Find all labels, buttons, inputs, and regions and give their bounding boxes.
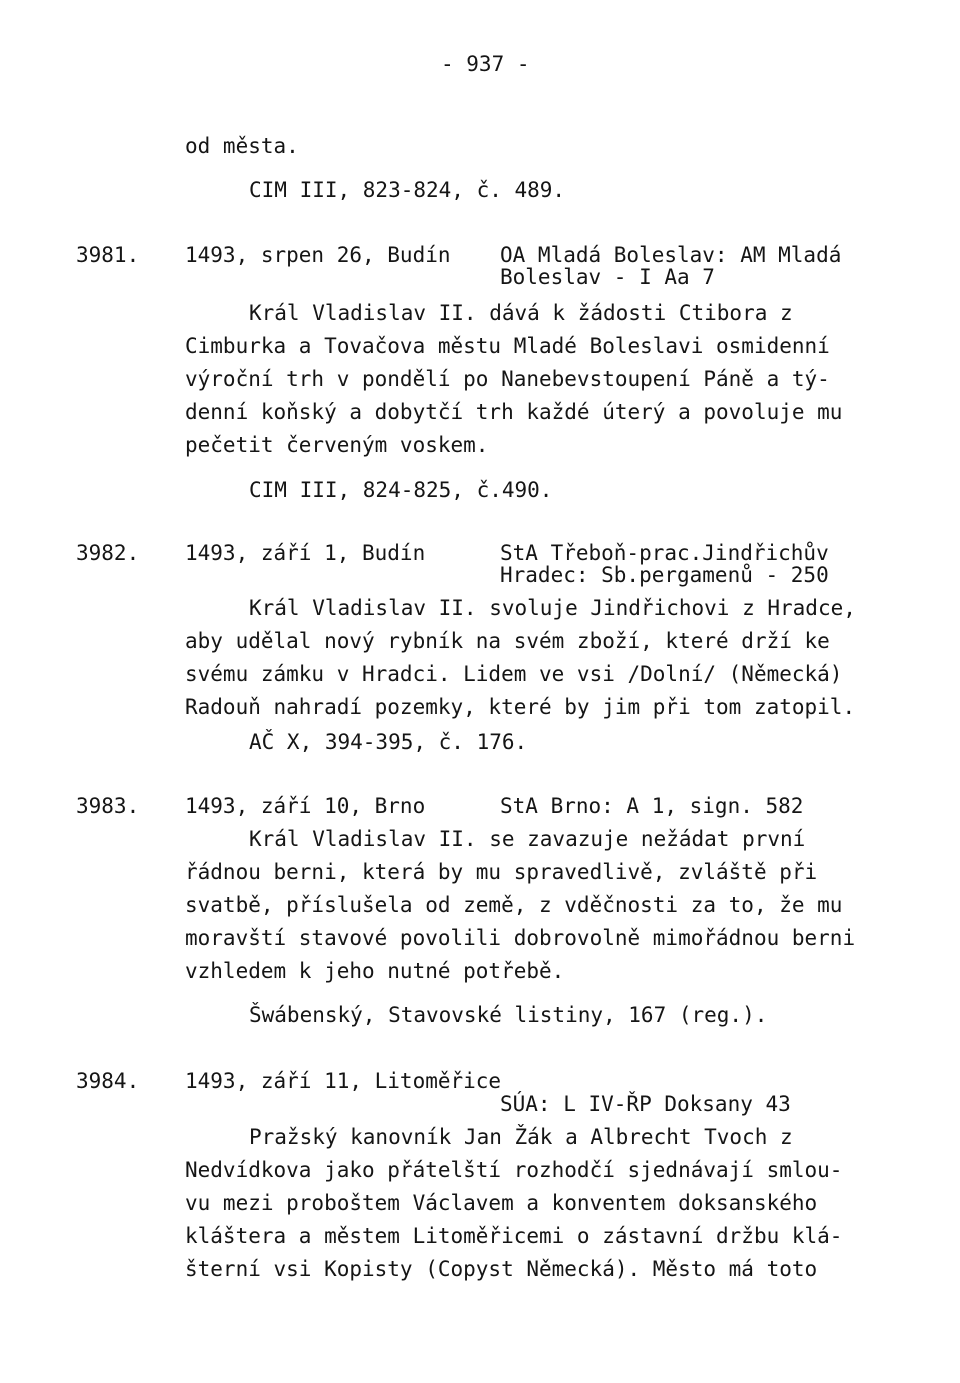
entry-body-line: aby udělal nový rybník na svém zboží, které drží ke <box>185 629 830 653</box>
entry-number: 3983. <box>76 794 140 818</box>
entry-citation: CIM III, 824-825, č.490. <box>249 478 553 502</box>
page-number: - 937 - <box>441 52 530 76</box>
entry-number: 3982. <box>76 541 140 565</box>
entry-date-place: 1493, září 11, Litoměřice <box>185 1069 502 1093</box>
entry-body-line: kláštera a městem Litoměřicemi o zástavní držbu klá- <box>185 1224 843 1248</box>
entry-body-line: Nedvídkova jako přátelští rozhodčí sjednávají smlou- <box>185 1158 843 1182</box>
entry-body-line: výroční trh v pondělí po Nanebevstoupení Páně a tý- <box>185 367 830 391</box>
entry-body-line: vzhledem k jeho nutné potřebě. <box>185 959 565 983</box>
entry-citation: Šwábenský, Stavovské listiny, 167 (reg.). <box>249 1003 768 1027</box>
entry-body-line: moravští stavové povolili dobrovolně mimořádnou berni <box>185 926 856 950</box>
entry-body-line: denní koňský a dobytčí trh každé úterý a povoluje mu <box>185 400 843 424</box>
entry-source-line: Hradec: Sb.pergamenů - 250 <box>500 563 829 587</box>
entry-body-line: Král Vladislav II. se zavazuje nežádat první <box>249 827 806 851</box>
entry-number: 3981. <box>76 243 140 267</box>
entry-source-line: OA Mladá Boleslav: AM Mladá <box>500 243 842 267</box>
entry-body-line: Cimburka a Tovačova městu Mladé Boleslavi osmidenní <box>185 334 830 358</box>
entry-date-place: 1493, září 10, Brno <box>185 794 426 818</box>
entry-number: 3984. <box>76 1069 140 1093</box>
entry-body-line: Král Vladislav II. svoluje Jindřichovi z Hradce, <box>249 596 856 620</box>
entry-source-line: StA Brno: A 1, sign. 582 <box>500 794 804 818</box>
entry-source-line: SÚA: L IV-ŘP Doksany 43 <box>500 1092 791 1116</box>
entry-citation: AČ X, 394-395, č. 176. <box>249 730 528 754</box>
entry-body-line: Radouň nahradí pozemky, které by jim při tom zatopil. <box>185 695 856 719</box>
entry-body-line: vu mezi proboštem Václavem a konventem doksanského <box>185 1191 818 1215</box>
entry-body-line: Pražský kanovník Jan Žák a Albrecht Tvoch z <box>249 1125 793 1149</box>
entry-body-line: svému zámku v Hradci. Lidem ve vsi /Dolní/ (Německá) <box>185 662 843 686</box>
entry-body-line: svatbě, příslušela od země, z vděčnosti za to, že mu <box>185 893 843 917</box>
entry-body-line: řádnou berni, která by mu spravedlivě, zvláště při <box>185 860 818 884</box>
entry-source-line: StA Třeboň-prac.Jindřichův <box>500 541 829 565</box>
entry-body-line: pečetit červeným voskem. <box>185 433 489 457</box>
entry-source-line: Boleslav - I Aa 7 <box>500 265 715 289</box>
carryover-text: od města. <box>185 134 299 158</box>
entry-body-line: Král Vladislav II. dává k žádosti Ctibora z <box>249 301 793 325</box>
entry-date-place: 1493, srpen 26, Budín <box>185 243 451 267</box>
carryover-citation: CIM III, 823-824, č. 489. <box>249 178 566 202</box>
entry-body-line: šterní vsi Kopisty (Copyst Německá). Město má toto <box>185 1257 818 1281</box>
entry-date-place: 1493, září 1, Budín <box>185 541 426 565</box>
